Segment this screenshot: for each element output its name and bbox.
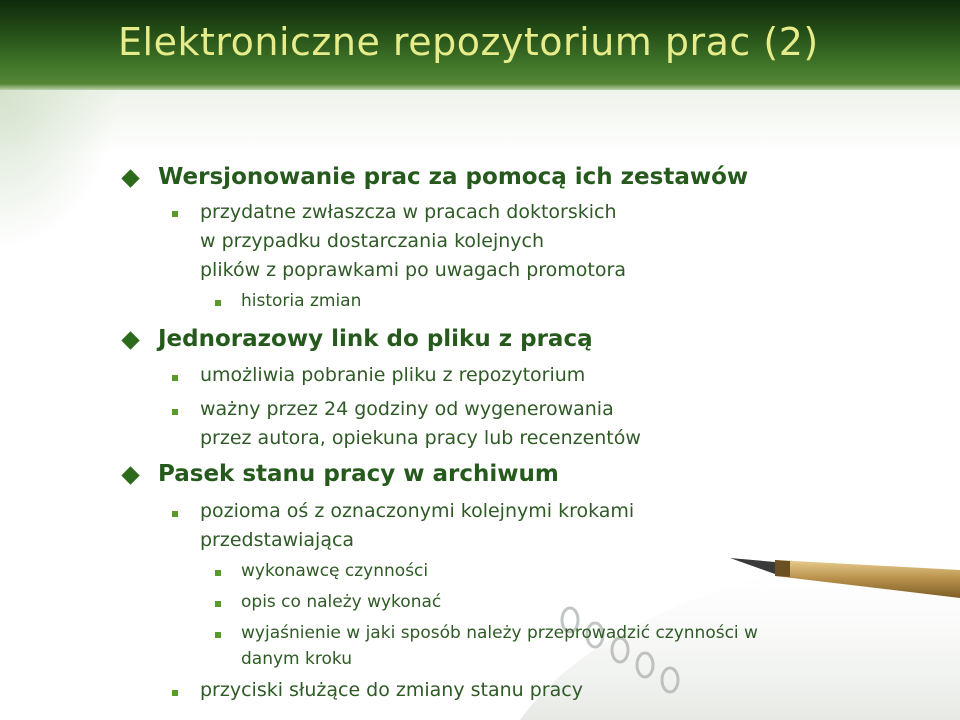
square-bullet-icon [172,690,178,696]
square-bullet-icon [215,570,221,576]
bullet-line: pozioma oś z oznaczonymi kolejnymi krokami [200,500,635,522]
square-bullet-icon [172,375,178,381]
sub-bullet: historia zmian [241,291,362,311]
bullet-line: plików z poprawkami po uwagach promotora [200,259,626,281]
bullet-heading: Jednorazowy link do pliku z pracą [158,326,593,352]
diamond-bullet-icon [121,331,139,349]
bullet-heading: Wersjonowanie prac za pomocą ich zestawów [158,164,749,190]
diamond-bullet-icon [121,466,139,484]
square-bullet-icon [172,211,178,217]
bullet-line: przez autora, opiekuna pracy lub recenzentów [200,427,641,449]
sub-bullet: wyjaśnienie w jaki sposób należy przeprowadzić czynności w [241,623,758,643]
square-bullet-icon [172,409,178,415]
bullet-line: przyciski służące do zmiany stanu pracy [200,679,583,701]
bullet-heading: Pasek stanu pracy w archiwum [158,461,559,487]
bullet-line: ważny przez 24 godziny od wygenerowania [200,398,614,420]
bullet-line: przydatne zwłaszcza w pracach doktorskich [200,201,617,223]
square-bullet-icon [215,632,221,638]
sub-bullet: opis co należy wykonać [241,592,442,612]
slide-title: Elektroniczne repozytorium prac (2) [118,20,819,64]
square-bullet-icon [172,511,178,517]
sub-bullet: wykonawcę czynności [241,561,429,581]
bullet-line: w przypadku dostarczania kolejnych [200,230,545,252]
square-bullet-icon [215,300,221,306]
bullet-line: umożliwia pobranie pliku z repozytorium [200,364,586,386]
bullet-line: przedstawiająca [200,529,355,551]
sub-bullet: danym kroku [241,649,352,669]
diamond-bullet-icon [121,169,139,187]
square-bullet-icon [215,601,221,607]
